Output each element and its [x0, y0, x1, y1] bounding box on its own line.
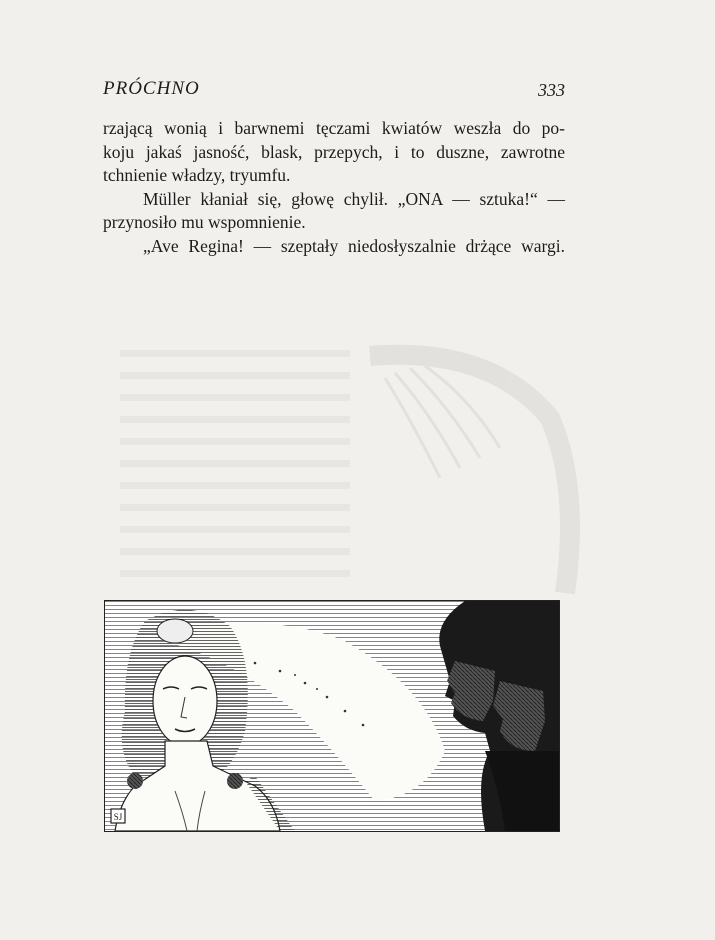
page-header — [103, 78, 565, 104]
page-number: 333 — [538, 80, 565, 100]
show-through-image — [110, 338, 580, 608]
text-line: „Ave Regina! — szeptały niedosłyszalnie drżące wargi. — [143, 235, 565, 256]
text-line: Müller kłaniał się, głowę chylił. „ONA — sztuka!“ — — [143, 188, 565, 209]
text-line: tchnienie władzy, tryumfu. — [103, 165, 291, 185]
text-line: koju jakaś jasność, blask, przepych, i to duszne, zawrotne — [103, 141, 565, 162]
illustration-drawing — [105, 601, 559, 831]
text-line: przynosiło mu wspomnienie. — [103, 212, 306, 232]
running-title: PRÓCHNO — [103, 78, 200, 99]
text-line: rzającą wonią i barwnemi tęczami kwiatów weszła do po- — [103, 118, 565, 138]
body-text — [103, 117, 565, 258]
monogram-text: SJ — [113, 812, 123, 822]
paragraph-2 — [103, 188, 565, 235]
paragraph-3 — [103, 235, 565, 259]
woodcut-illustration — [104, 600, 560, 832]
paragraph-1 — [103, 117, 565, 188]
